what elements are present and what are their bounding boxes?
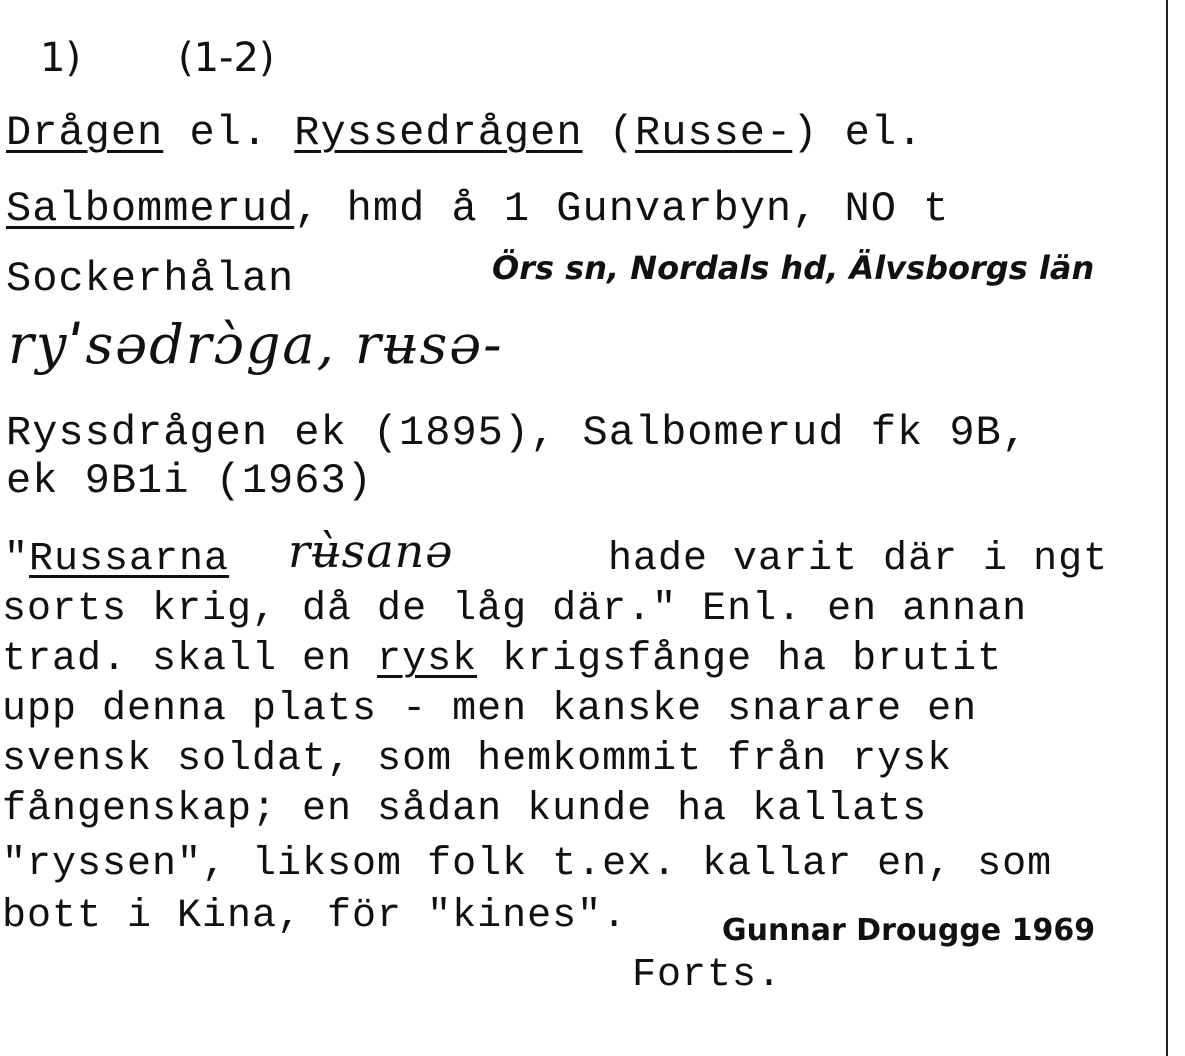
quote-line-7: "ryssen", liksom folk t.ex. kallar en, som [2, 842, 1053, 887]
quote-line-1-rest: hade varit där i ngt [608, 537, 1109, 582]
sources-line-2: ek 9B1i (1963) [6, 457, 373, 505]
paren-open: ( [608, 109, 635, 157]
place-description: , hmd å 1 Gunvarbyn, NO t [294, 185, 950, 233]
quote-word-russarna: Russarna [29, 537, 230, 582]
phonetic-transcription: ryˈsədrɔ̀ga, rʉsə- [8, 313, 504, 376]
place-name-dragen: Drågen [6, 109, 164, 157]
card-number: 1) [40, 35, 82, 81]
word-rysk: rysk [377, 637, 478, 682]
card-edge-line [1166, 0, 1168, 1056]
continued-note: Forts. [632, 953, 783, 998]
quote-line-6: fångenskap; en sådan kunde ha kallats [2, 787, 928, 832]
parish-stamp: Örs sn, Nordals hd, Älvsborgs län [492, 249, 1095, 287]
quote-line-5: svensk soldat, som hemkommit från rysk [2, 737, 953, 782]
separator-el-2: el. [844, 109, 924, 157]
alt-form-russe: Russe- [634, 109, 793, 157]
heading-line-2 [6, 185, 950, 233]
separator-el-1: el. [189, 109, 269, 157]
collector-stamp: Gunnar Drougge 1969 [722, 913, 1096, 948]
locality-sockerhalan: Sockerhålan [6, 255, 295, 303]
card-range: (1-2) [178, 35, 275, 81]
quote-line-8: bott i Kina, för "kines". [2, 894, 628, 939]
quote-line-3 [2, 637, 1003, 682]
paren-close: ) [792, 109, 819, 157]
quote-open-mark: " [4, 537, 30, 582]
sources-line-1: Ryssdrågen ek (1895), Salbomerud fk 9B, [6, 409, 1028, 457]
quote-line-4: upp denna plats - men kanske snarare en [2, 687, 978, 732]
quote-line-1 [4, 537, 230, 582]
quote-phonetic: rʉ̀sanə [288, 524, 454, 578]
place-name-ryssedragen: Ryssedrågen [294, 109, 583, 157]
quote-line-3-start: trad. skall en [2, 637, 378, 682]
quote-line-2: sorts krig, då de låg där." Enl. en annan [2, 587, 1028, 632]
place-name-salbommerud: Salbommerud [6, 185, 295, 233]
heading-line-1 [6, 109, 924, 157]
quote-line-3-rest: krigsfånge ha brutit [477, 637, 1003, 682]
